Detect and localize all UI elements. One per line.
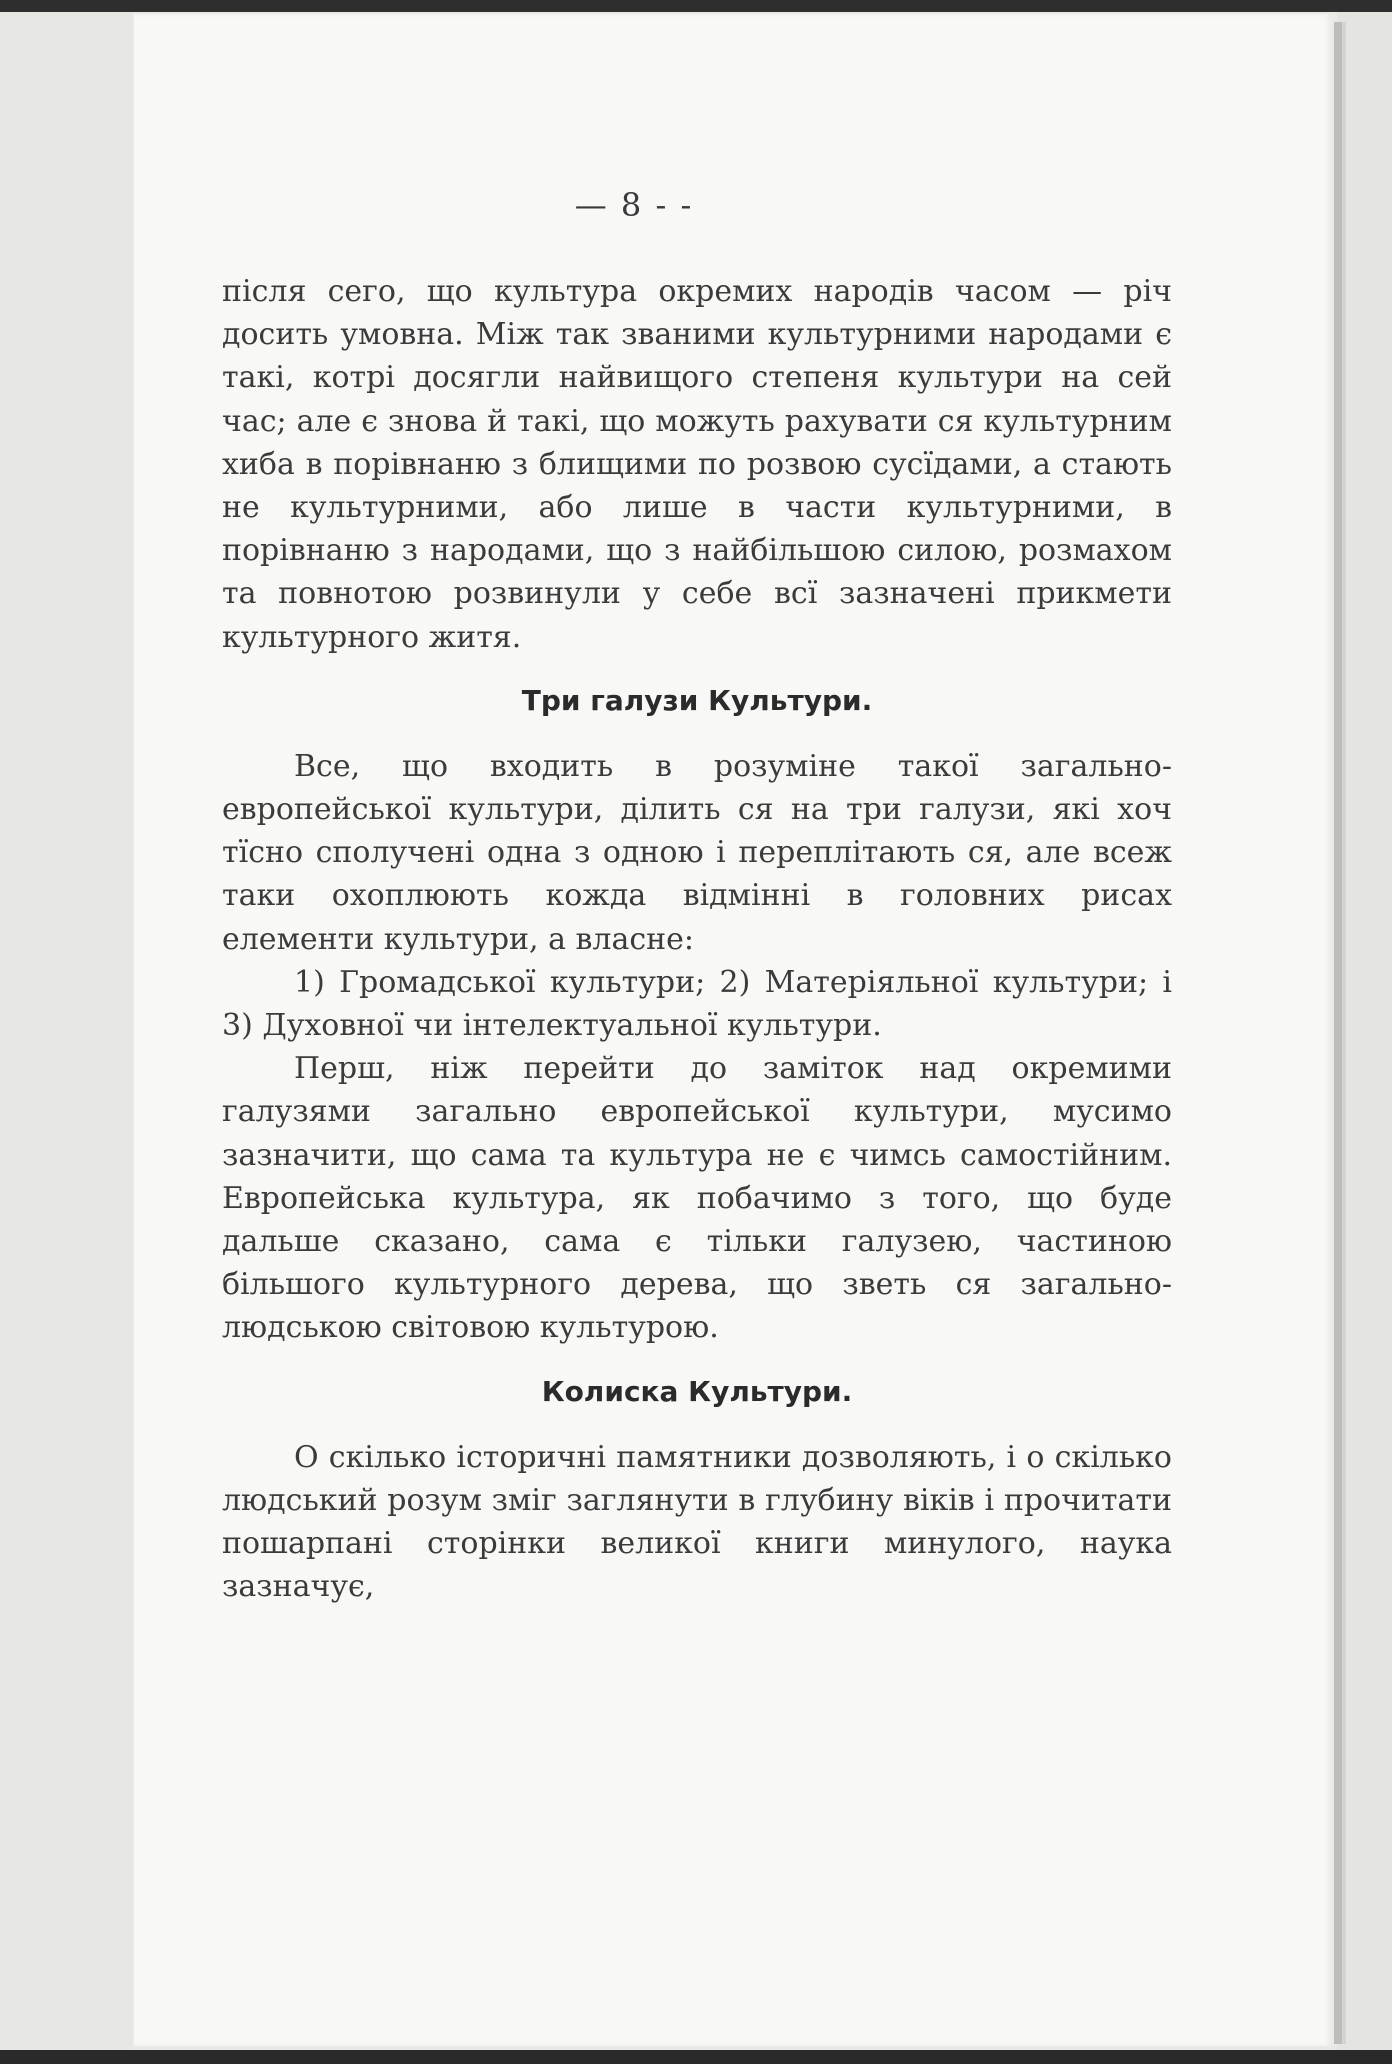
section-heading-three-branches: Три галузи Культури. (521, 683, 873, 717)
scan-bottom-border (0, 2050, 1392, 2064)
paragraph: Все, що входить в розуміне такої загально-европейської культури, ділить ся на три галузи, які хоч тїсно сполучені одна з одною і переплітають ся, але всеж таки охоплюють кожда відмінні в головних рисах елементи культури, а власне: (222, 748, 1172, 957)
scan-background-left (0, 12, 132, 2050)
page-text (222, 270, 1172, 1608)
paragraph: Перш, ніж перейти до заміток над окремими галузями загально европейської культури, мусимо зазначити, що сама та культура не є чимсь самостійним. Европейська культура, як побачимо з того, що буде дальше сказано, сама є тільки галузею, частиною більшого культурного дерева, що зветь ся загально-людською світовою культурою. (222, 1051, 1172, 1346)
section-heading-cradle: Колиска Культури. (541, 1374, 853, 1408)
page-number: — 8 - - (574, 186, 694, 224)
paragraph: О скілько історичні памятники дозволяють, і о скілько людський розум зміг заглянути в глубину віків і прочитати пошарпані сторінки великої книги минулого, наука зазначує, (222, 1439, 1172, 1605)
scan-top-border (0, 0, 1392, 12)
paragraph-list: 1) Громадської культури; 2) Матеріяльної культури; і 3) Духовної чи інтелектуальної культури. (222, 964, 1172, 1044)
page-edge-highlight (1342, 22, 1346, 2044)
paragraph-continued: після сего, що культура окремих народів часом — річ досить умовна. Між так званими культурними народами є такі, котрі досягли найвищого степеня культури на сей час; але є знова й такі, що можуть рахувати ся культурним хиба в порівнаню з блищими по розвою сусїдами, а стають не культурними, або лише в части культурними, в порівнаню з народами, що з найбільшою силою, розмахом та повнотою розвинули у себе всї зазначені прикмети культурного житя. (222, 274, 1172, 655)
page-edge-shadow (1334, 22, 1342, 2044)
